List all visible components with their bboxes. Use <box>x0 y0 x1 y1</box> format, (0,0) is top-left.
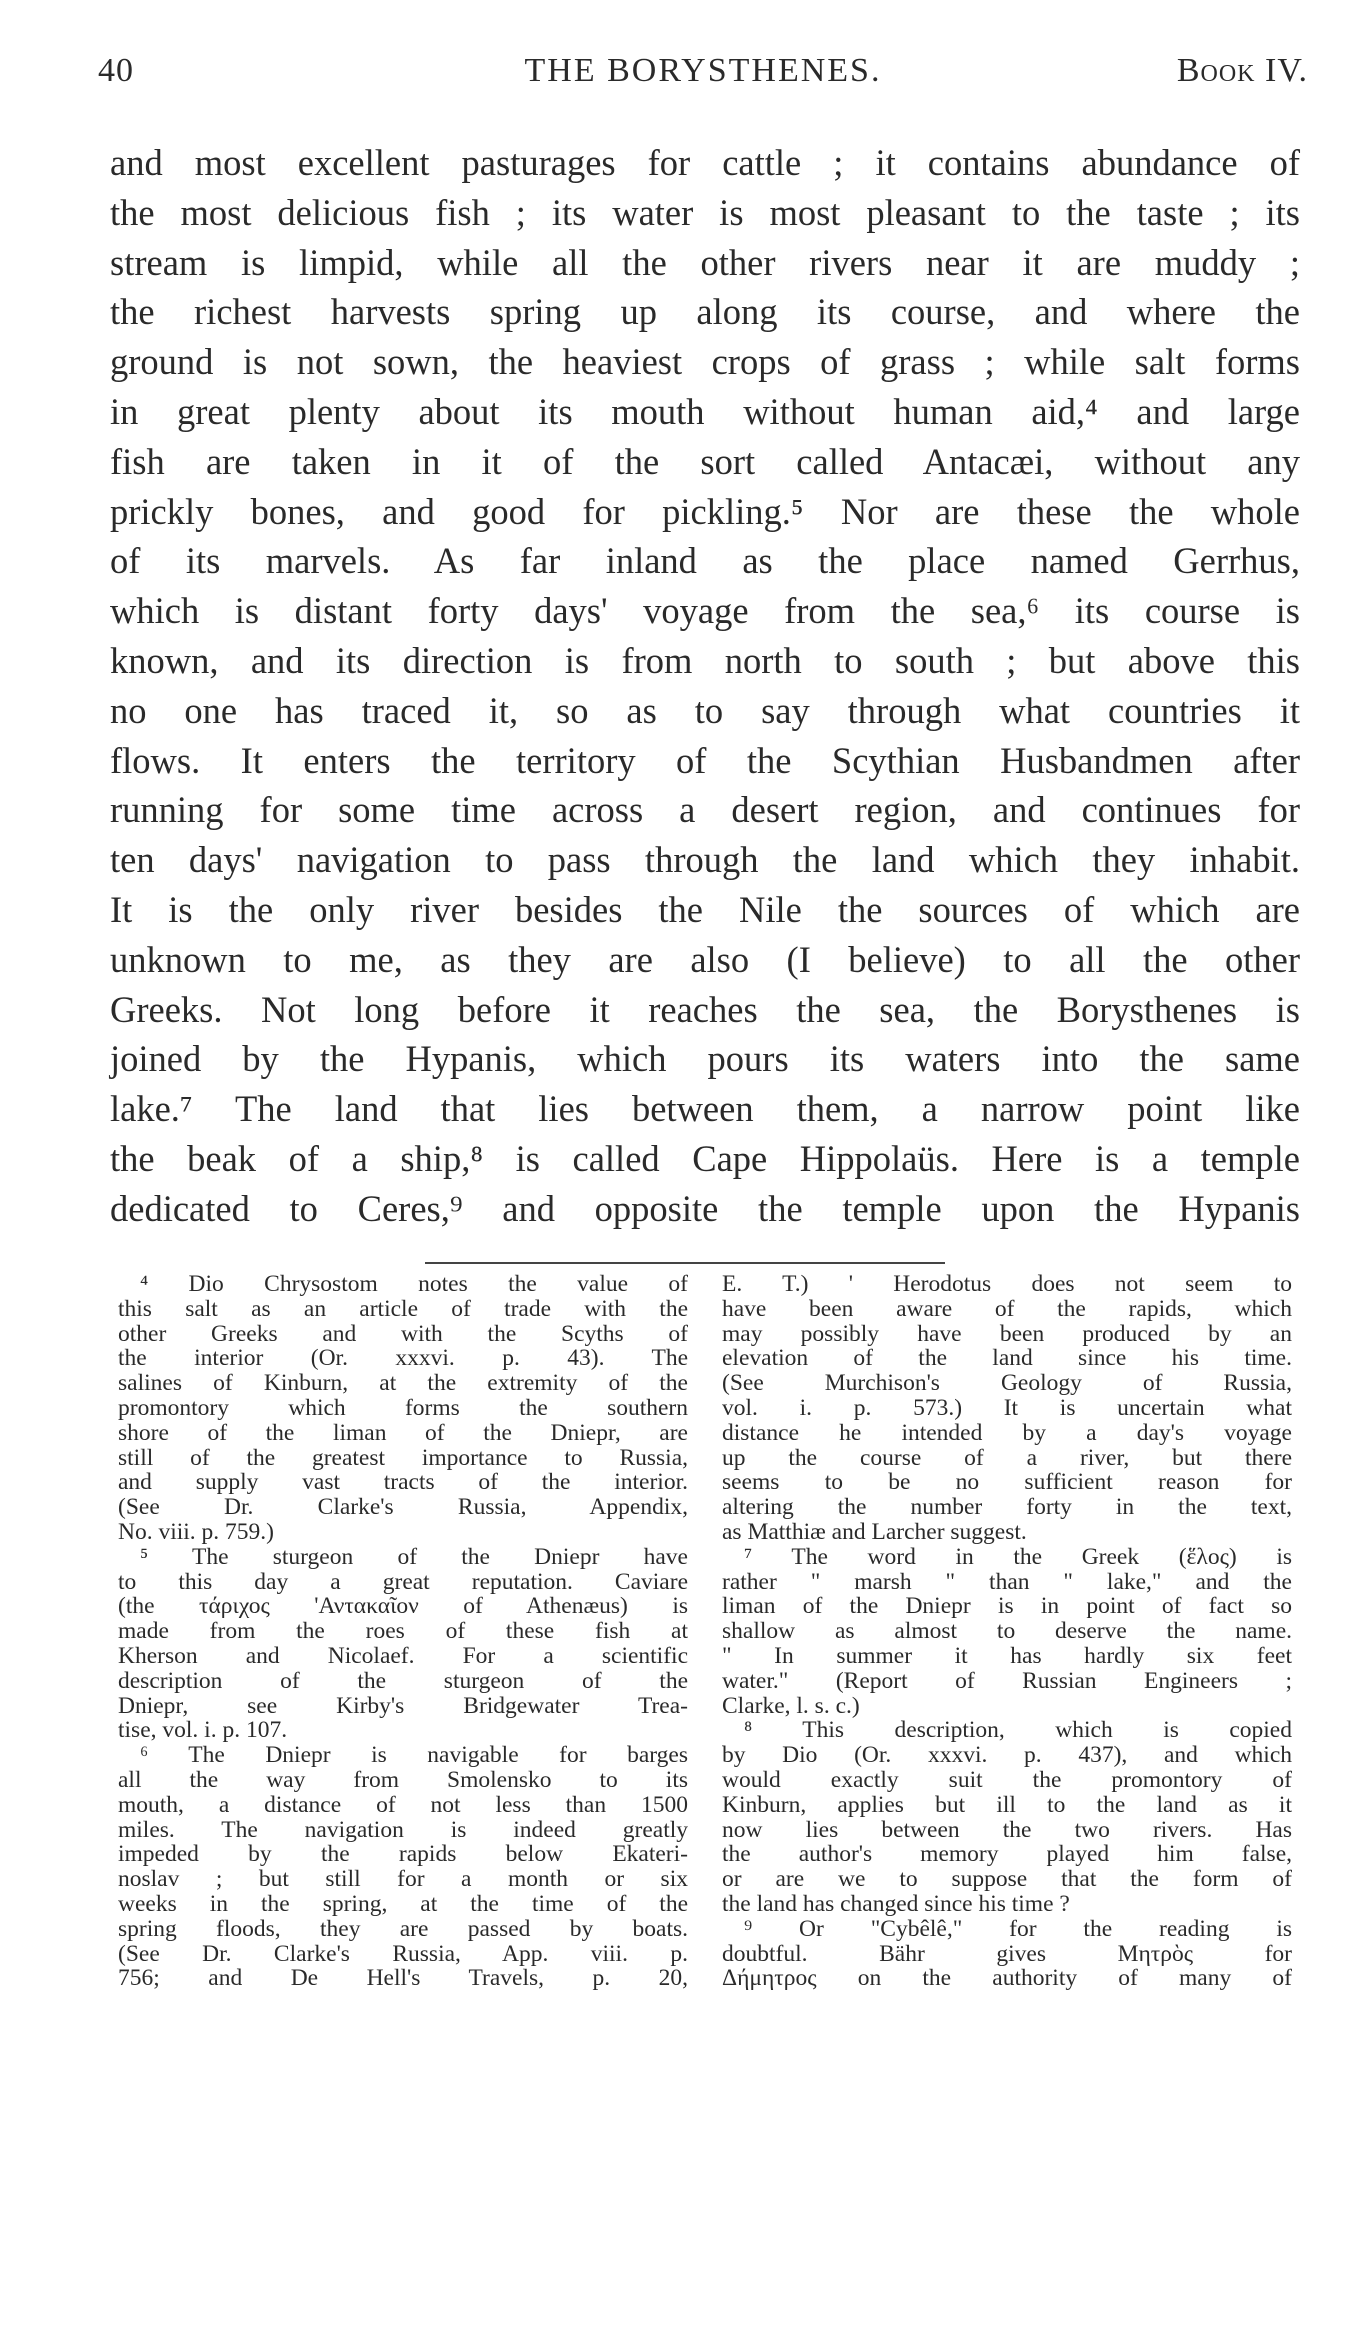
footnote-line: now lies between the two rivers. Has <box>722 1816 1292 1843</box>
footnote-line: miles. The navigation is indeed greatly <box>118 1816 688 1843</box>
footnote-line: Δήμητρος on the authority of many of <box>722 1965 1292 1992</box>
footnote-line: ⁴ Dio Chrysostom notes the value of <box>140 1271 688 1297</box>
footnote-line: to this day a great reputation. Caviare <box>118 1568 688 1595</box>
footnote-line: shore of the liman of the Dniepr, are <box>118 1419 688 1446</box>
footnote-line: vol. i. p. 573.) It is uncertain what <box>722 1394 1292 1421</box>
footnote-line: Dniepr, see Kirby's Bridgewater Trea- <box>118 1692 688 1719</box>
body-line: ground is not sown, the heaviest crops of grass ; while salt forms <box>110 341 1300 383</box>
footnote-line: ⁷ The word in the Greek (ἕλος) is <box>744 1543 1292 1570</box>
body-line: Greeks. Not long before it reaches the sea, the Borysthenes is <box>110 988 1300 1030</box>
footnote-line: would exactly suit the promontory of <box>722 1766 1292 1793</box>
body-line: of its marvels. As far inland as the place named Gerrhus, <box>110 540 1300 582</box>
footnote-line: impeded by the rapids below Ekateri- <box>118 1841 688 1868</box>
body-line: unknown to me, as they are also (I believe) to all the other <box>110 938 1300 980</box>
footnote-line: distance he intended by a day's voyage <box>722 1419 1292 1446</box>
footnote-line: liman of the Dniepr is in point of fact so <box>722 1593 1292 1620</box>
footnote-line: Kinburn, applies but ill to the land as it <box>722 1791 1292 1818</box>
body-line: prickly bones, and good for pickling.⁵ Nor are these the whole <box>110 490 1300 532</box>
footnote-line: other Greeks and with the Scyths of <box>118 1320 688 1347</box>
footnote-line: ⁸ This description, which is copied <box>744 1717 1292 1744</box>
footnote-line: No. viii. p. 759.) <box>118 1518 275 1545</box>
footnote-line: made from the roes of these fish at <box>118 1618 688 1645</box>
page-number: 40 <box>98 52 134 89</box>
footnote-line: ⁹ Or "Cybêlê," for the reading is <box>744 1915 1292 1942</box>
footnote-line: or are we to suppose that the form of <box>722 1866 1292 1893</box>
footnote-line: the interior (Or. xxxvi. p. 43). The <box>118 1345 688 1372</box>
footnote-line: (See Dr. Clarke's Russia, Appendix, <box>118 1494 688 1521</box>
footnote-line: salines of Kinburn, at the extremity of the <box>118 1370 688 1397</box>
body-line: flows. It enters the territory of the Scythian Husbandmen after <box>110 739 1300 781</box>
body-line: and most excellent pasturages for cattle ; it contains abundance of <box>110 142 1300 183</box>
footnote-line: E. T.) ' Herodotus does not seem to <box>722 1271 1292 1297</box>
footnote-line: may possibly have been produced by an <box>722 1320 1292 1347</box>
body-line: the richest harvests spring up along its course, and where the <box>110 291 1300 333</box>
body-line: no one has traced it, so as to say through what countries it <box>110 689 1300 731</box>
body-line: which is distant forty days' voyage from the sea,⁶ its course is <box>110 590 1300 632</box>
footnote-line: by Dio (Or. xxxvi. p. 437), and which <box>722 1742 1292 1769</box>
footnote-line: Kherson and Nicolaef. For a scientific <box>118 1642 688 1669</box>
footnote-line: altering the number forty in the text, <box>722 1494 1292 1521</box>
footnote-line: have been aware of the rapids, which <box>722 1295 1292 1322</box>
running-title: THE BORYSTHENES. <box>524 52 882 89</box>
body-line: fish are taken in it of the sort called Antacæi, without any <box>110 440 1300 482</box>
footnote-line: still of the greatest importance to Russia, <box>118 1444 688 1471</box>
footnote-line: the land has changed since his time ? <box>722 1890 1070 1917</box>
footnote-line: ⁵ The sturgeon of the Dniepr have <box>140 1543 688 1570</box>
body-line: dedicated to Ceres,⁹ and opposite the temple upon the Hypanis <box>110 1187 1300 1229</box>
body-line: the most delicious fish ; its water is most pleasant to the taste ; its <box>110 191 1300 233</box>
footnote-line: mouth, a distance of not less than 1500 <box>118 1791 688 1818</box>
book-label: Book IV. <box>1176 52 1308 89</box>
body-line: known, and its direction is from north to south ; but above this <box>110 639 1300 681</box>
footnote-line: seems to be no sufficient reason for <box>722 1469 1292 1496</box>
footnote-line: this salt as an article of trade with the <box>118 1295 688 1322</box>
body-line: running for some time across a desert region, and continues for <box>110 789 1300 831</box>
footnote-line: all the way from Smolensko to its <box>118 1766 688 1793</box>
footnote-line: (See Murchison's Geology of Russia, <box>722 1370 1292 1397</box>
footnote-line: tise, vol. i. p. 107. <box>118 1717 288 1744</box>
footnote-line: as Matthiæ and Larcher suggest. <box>722 1518 1027 1545</box>
footnote-line: doubtful. Bähr gives Μητρὸς for <box>722 1940 1292 1967</box>
body-line: the beak of a ship,⁸ is called Cape Hippolaüs. Here is a temple <box>110 1137 1300 1179</box>
footnote-line: up the course of a river, but there <box>722 1444 1292 1471</box>
footnote-line: noslav ; but still for a month or six <box>118 1866 688 1893</box>
main-text <box>110 138 1300 1234</box>
body-line: lake.⁷ The land that lies between them, a narrow point like <box>110 1088 1300 1130</box>
footnote-line: 756; and De Hell's Travels, p. 20, <box>118 1965 688 1992</box>
footnotes-right-column <box>722 1272 1292 1991</box>
footnote-line: spring floods, they are passed by boats. <box>118 1915 688 1942</box>
footnote-line: rather " marsh " than " lake," and the <box>722 1568 1292 1595</box>
footnote-divider <box>425 1262 945 1264</box>
footnote-line: " In summer it has hardly six feet <box>722 1642 1292 1669</box>
footnote-line: elevation of the land since his time. <box>722 1345 1292 1372</box>
body-line: stream is limpid, while all the other rivers near it are muddy ; <box>110 241 1300 283</box>
footnote-line: (See Dr. Clarke's Russia, App. viii. p. <box>118 1940 688 1967</box>
footnote-line: ⁶ The Dniepr is navigable for barges <box>140 1742 688 1769</box>
body-line: It is the only river besides the Nile the sources of which are <box>110 888 1300 930</box>
body-line: joined by the Hypanis, which pours its waters into the same <box>110 1038 1300 1080</box>
running-head <box>98 52 1308 102</box>
footnote-line: and supply vast tracts of the interior. <box>118 1469 688 1496</box>
body-line: in great plenty about its mouth without human aid,⁴ and large <box>110 390 1300 432</box>
footnotes-left-column <box>118 1272 688 1991</box>
body-line: ten days' navigation to pass through the land which they inhabit. <box>110 839 1300 881</box>
footnote-line: Clarke, l. s. c.) <box>722 1692 860 1719</box>
footnote-line: description of the sturgeon of the <box>118 1667 688 1694</box>
footnote-line: water." (Report of Russian Engineers ; <box>722 1667 1292 1694</box>
footnote-line: weeks in the spring, at the time of the <box>118 1890 688 1917</box>
footnote-line: (the τάριχος 'Αντακαῖον of Athenæus) is <box>118 1593 688 1620</box>
footnote-line: promontory which forms the southern <box>118 1394 688 1421</box>
footnote-line: shallow as almost to deserve the name. <box>722 1618 1292 1645</box>
footnote-line: the author's memory played him false, <box>722 1841 1292 1868</box>
